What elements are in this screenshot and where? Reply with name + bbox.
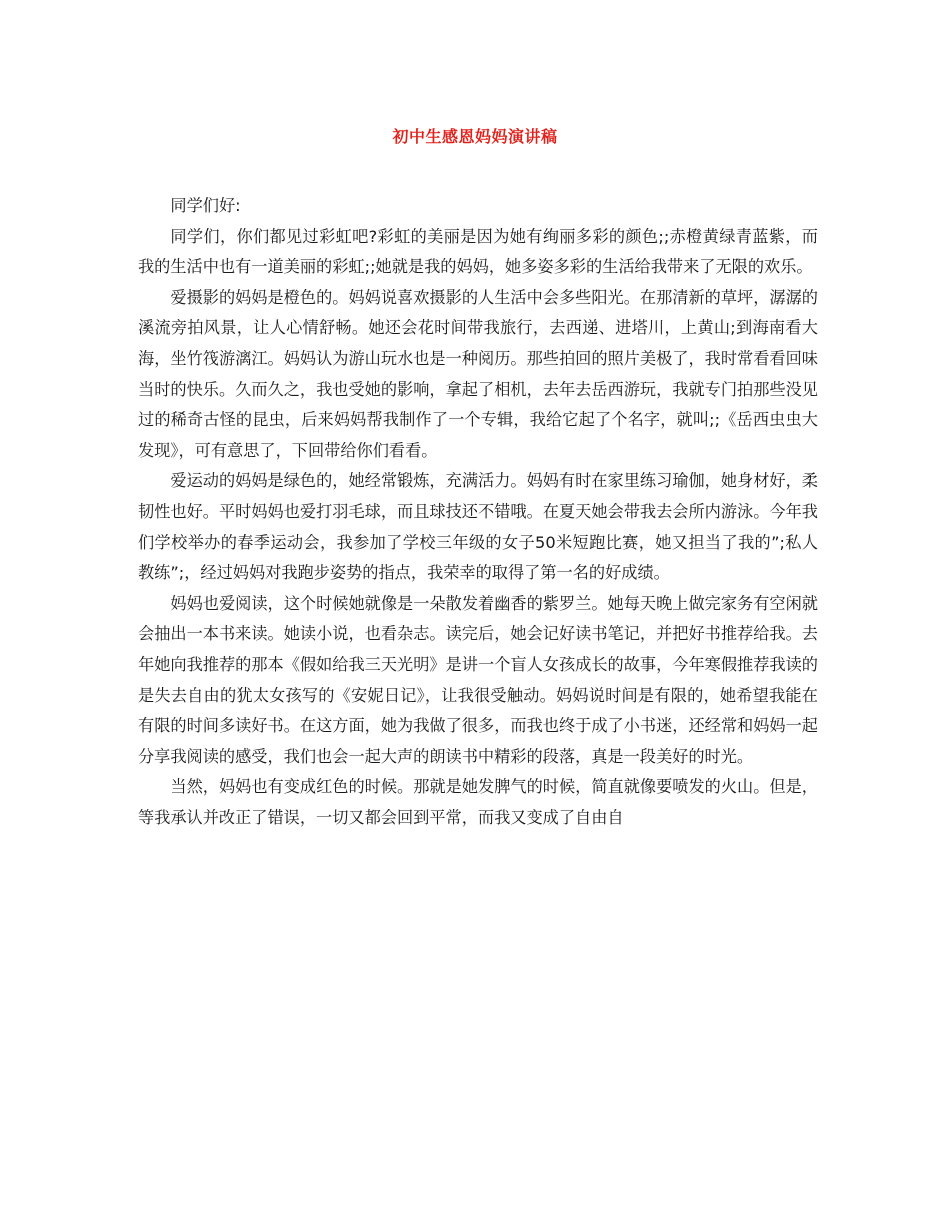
paragraph-temper: 当然，妈妈也有变成红色的时候。那就是她发脾气的时候，简直就像要喷发的火山。但是，等我承认并改正了错误，一切又都会回到平常，而我又变成了自由自 [138, 777, 818, 827]
document-title: 初中生感恩妈妈演讲稿 [392, 127, 558, 146]
document-body [138, 191, 818, 833]
paragraph-sports: 爱运动的妈妈是绿色的，她经常锻炼，充满活力。妈妈有时在家里练习瑜伽，她身材好，柔韧性也好。平时妈妈也爱打羽毛球，而且球技还不错哦。在夏天她会带我去会所内游泳。今年我们学校举办的春季运动会，我参加了学校三年级的女子50米短跑比赛，她又担当了我的”;私人教练”;，经过妈妈对我跑步姿势的指点，我荣幸的取得了第一名的好成绩。 [138, 471, 818, 583]
paragraph-photography: 爱摄影的妈妈是橙色的。妈妈说喜欢摄影的人生活中会多些阳光。在那清新的草坪，潺潺的溪流旁拍风景，让人心情舒畅。她还会花时间带我旅行，去西递、进塔川，上黄山;到海南看大海，坐竹筏游漓江。妈妈认为游山玩水也是一种阅历。那些拍回的照片美极了，我时常看看回味当时的快乐。久而久之，我也受她的影响，拿起了相机，去年去岳西游玩，我就专门拍那些没见过的稀奇古怪的昆虫，后来妈妈帮我制作了一个专辑，我给它起了个名字，就叫;;《岳西虫虫大发现》，可有意思了，下回带给你们看看。 [138, 287, 818, 460]
paragraph-greeting: 同学们好: [170, 196, 241, 215]
paragraph-rainbow: 同学们，你们都见过彩虹吧?彩虹的美丽是因为她有绚丽多彩的颜色;;赤橙黄绿青蓝紫，而我的生活中也有一道美丽的彩虹;;她就是我的妈妈，她多姿多彩的生活给我带来了无限的欢乐。 [138, 226, 818, 277]
paragraph-reading: 妈妈也爱阅读，这个时候她就像是一朵散发着幽香的紫罗兰。她每天晚上做完家务有空闲就会抽出一本书来读。她读小说，也看杂志。读完后，她会记好读书笔记，并把好书推荐给我。去年她向我推荐的那本《假如给我三天光明》是讲一个盲人女孩成长的故事，今年寒假推荐我读的是失去自由的犹太女孩写的《安妮日记》，让我很受触动。妈妈说时间是有限的，她希望我能在有限的时间多读好书。在这方面，她为我做了很多，而我也终于成了小书迷，还经常和妈妈一起分享我阅读的感受，我们也会一起大声的朗读书中精彩的段落，真是一段美好的时光。 [138, 593, 818, 766]
